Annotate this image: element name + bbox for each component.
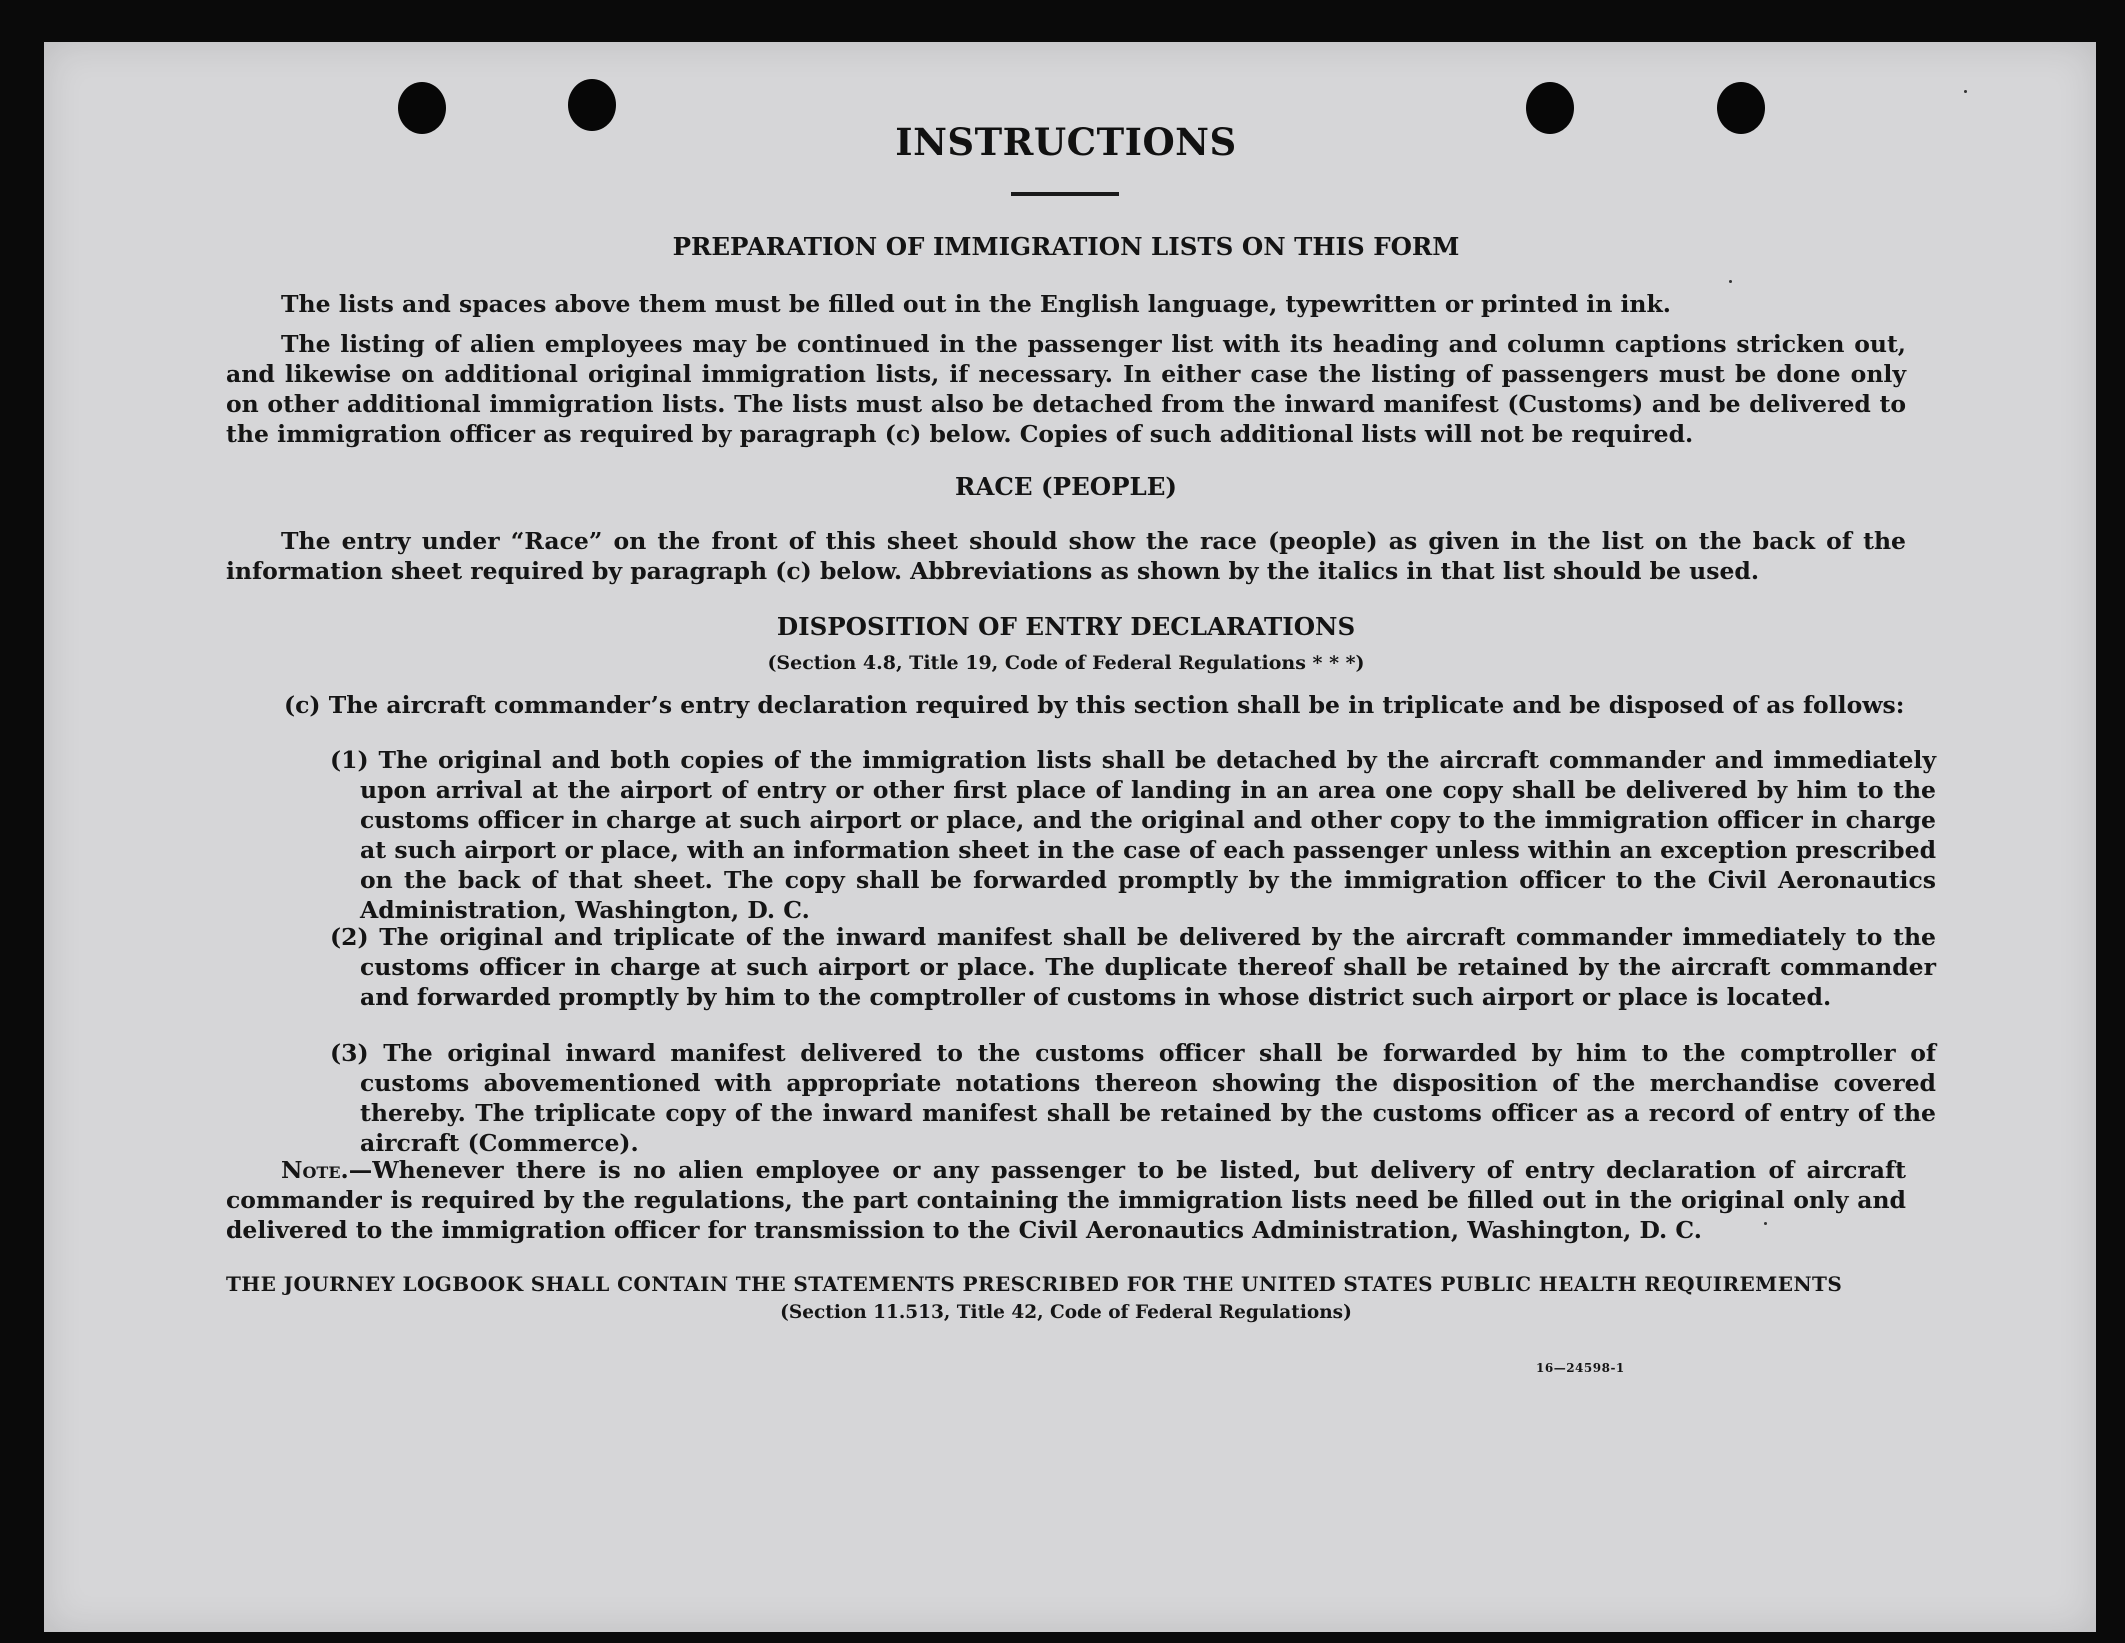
note-text: —Whenever there is no alien employee or any passenger to be listed, but delivery of entry declaration of aircraft commander is required by the regulations, the part containing the immigration lists need be filled out in the original only and delivered to the immigration officer for transmission to the Civil Aeronautics Administration, Washington, D. C. [226,1156,1906,1244]
disposition-item-1: (1) The original and both copies of the immigration lists shall be detached by the aircraft commander and immediately upon arrival at the airport of entry or other first place of landing in an area one copy shall be delivered by him to the customs officer in charge at such airport or place, and the original and other copy to the immigration officer in charge at such airport or place, with an information sheet in the case of each passenger unless within an exception prescribed on the back of that sheet. The copy shall be forwarded promptly by the immigration officer to the Civil Aeronautics Administration, Washington, D. C. [330,746,1936,924]
section-heading-disposition: DISPOSITION OF ENTRY DECLARATIONS [776,612,1356,641]
paper-speck [1964,90,1967,93]
disposition-item-3: (3) The original inward manifest delivered to the customs officer shall be forwarded by him to the comptroller of customs abovementioned with appropriate notations thereon showing the disposition of the merchandise covered thereby. The triplicate copy of the inward manifest shall be retained by the customs officer as a record of entry of the aircraft (Commerce). [330,1039,1936,1157]
public-health-statement: THE JOURNEY LOGBOOK SHALL CONTAIN THE STATEMENTS PRESCRIBED FOR THE UNITED STATES PUBLIC HEALTH REQUIREMENTS [226,1272,1843,1296]
disposition-citation: (Section 4.8, Title 19, Code of Federal Regulations * * *) [767,652,1365,674]
note-paragraph [226,1155,1906,1245]
section-heading-race: RACE (PEOPLE) [954,472,1178,501]
form-number: 16—24598-1 [1536,1361,1625,1375]
page-title: INSTRUCTIONS [895,120,1237,164]
section-heading-preparation: PREPARATION OF IMMIGRATION LISTS ON THIS FORM [672,232,1460,261]
note-label: Note. [281,1156,349,1184]
preparation-paragraph-1: The lists and spaces above them must be filled out in the English language, typewritten or printed in ink. [281,290,1671,318]
public-health-citation: (Section 11.513, Title 42, Code of Federal Regulations) [780,1302,1352,1323]
disposition-item-2: (2) The original and triplicate of the inward manifest shall be delivered by the aircraft commander immediately to the customs officer in charge at such airport or place. The duplicate thereof shall be retained by the aircraft commander and forwarded promptly by him to the comptroller of customs in whose district such airport or place is located. [330,923,1936,1011]
title-underline [1011,192,1119,196]
preparation-paragraph-2: The listing of alien employees may be continued in the passenger list with its heading and column captions stricken out, and likewise on additional original immigration lists, if necessary. In either case the listing of passengers must be done only on other additional immigration lists. The lists must also be detached from the inward manifest (Customs) and be delivered to the immigration officer as required by paragraph (c) below. Copies of such additional lists will not be required. [226,330,1906,448]
race-paragraph: The entry under “Race” on the front of this sheet should show the race (people) as given in the list on the back of the information sheet required by paragraph (c) below. Abbreviations as shown by the italics in that list should be used. [226,527,1906,585]
disposition-intro: (c) The aircraft commander’s entry declaration required by this section shall be in triplicate and be disposed of as follows: [284,691,1905,719]
instructions-document [226,0,1936,1643]
